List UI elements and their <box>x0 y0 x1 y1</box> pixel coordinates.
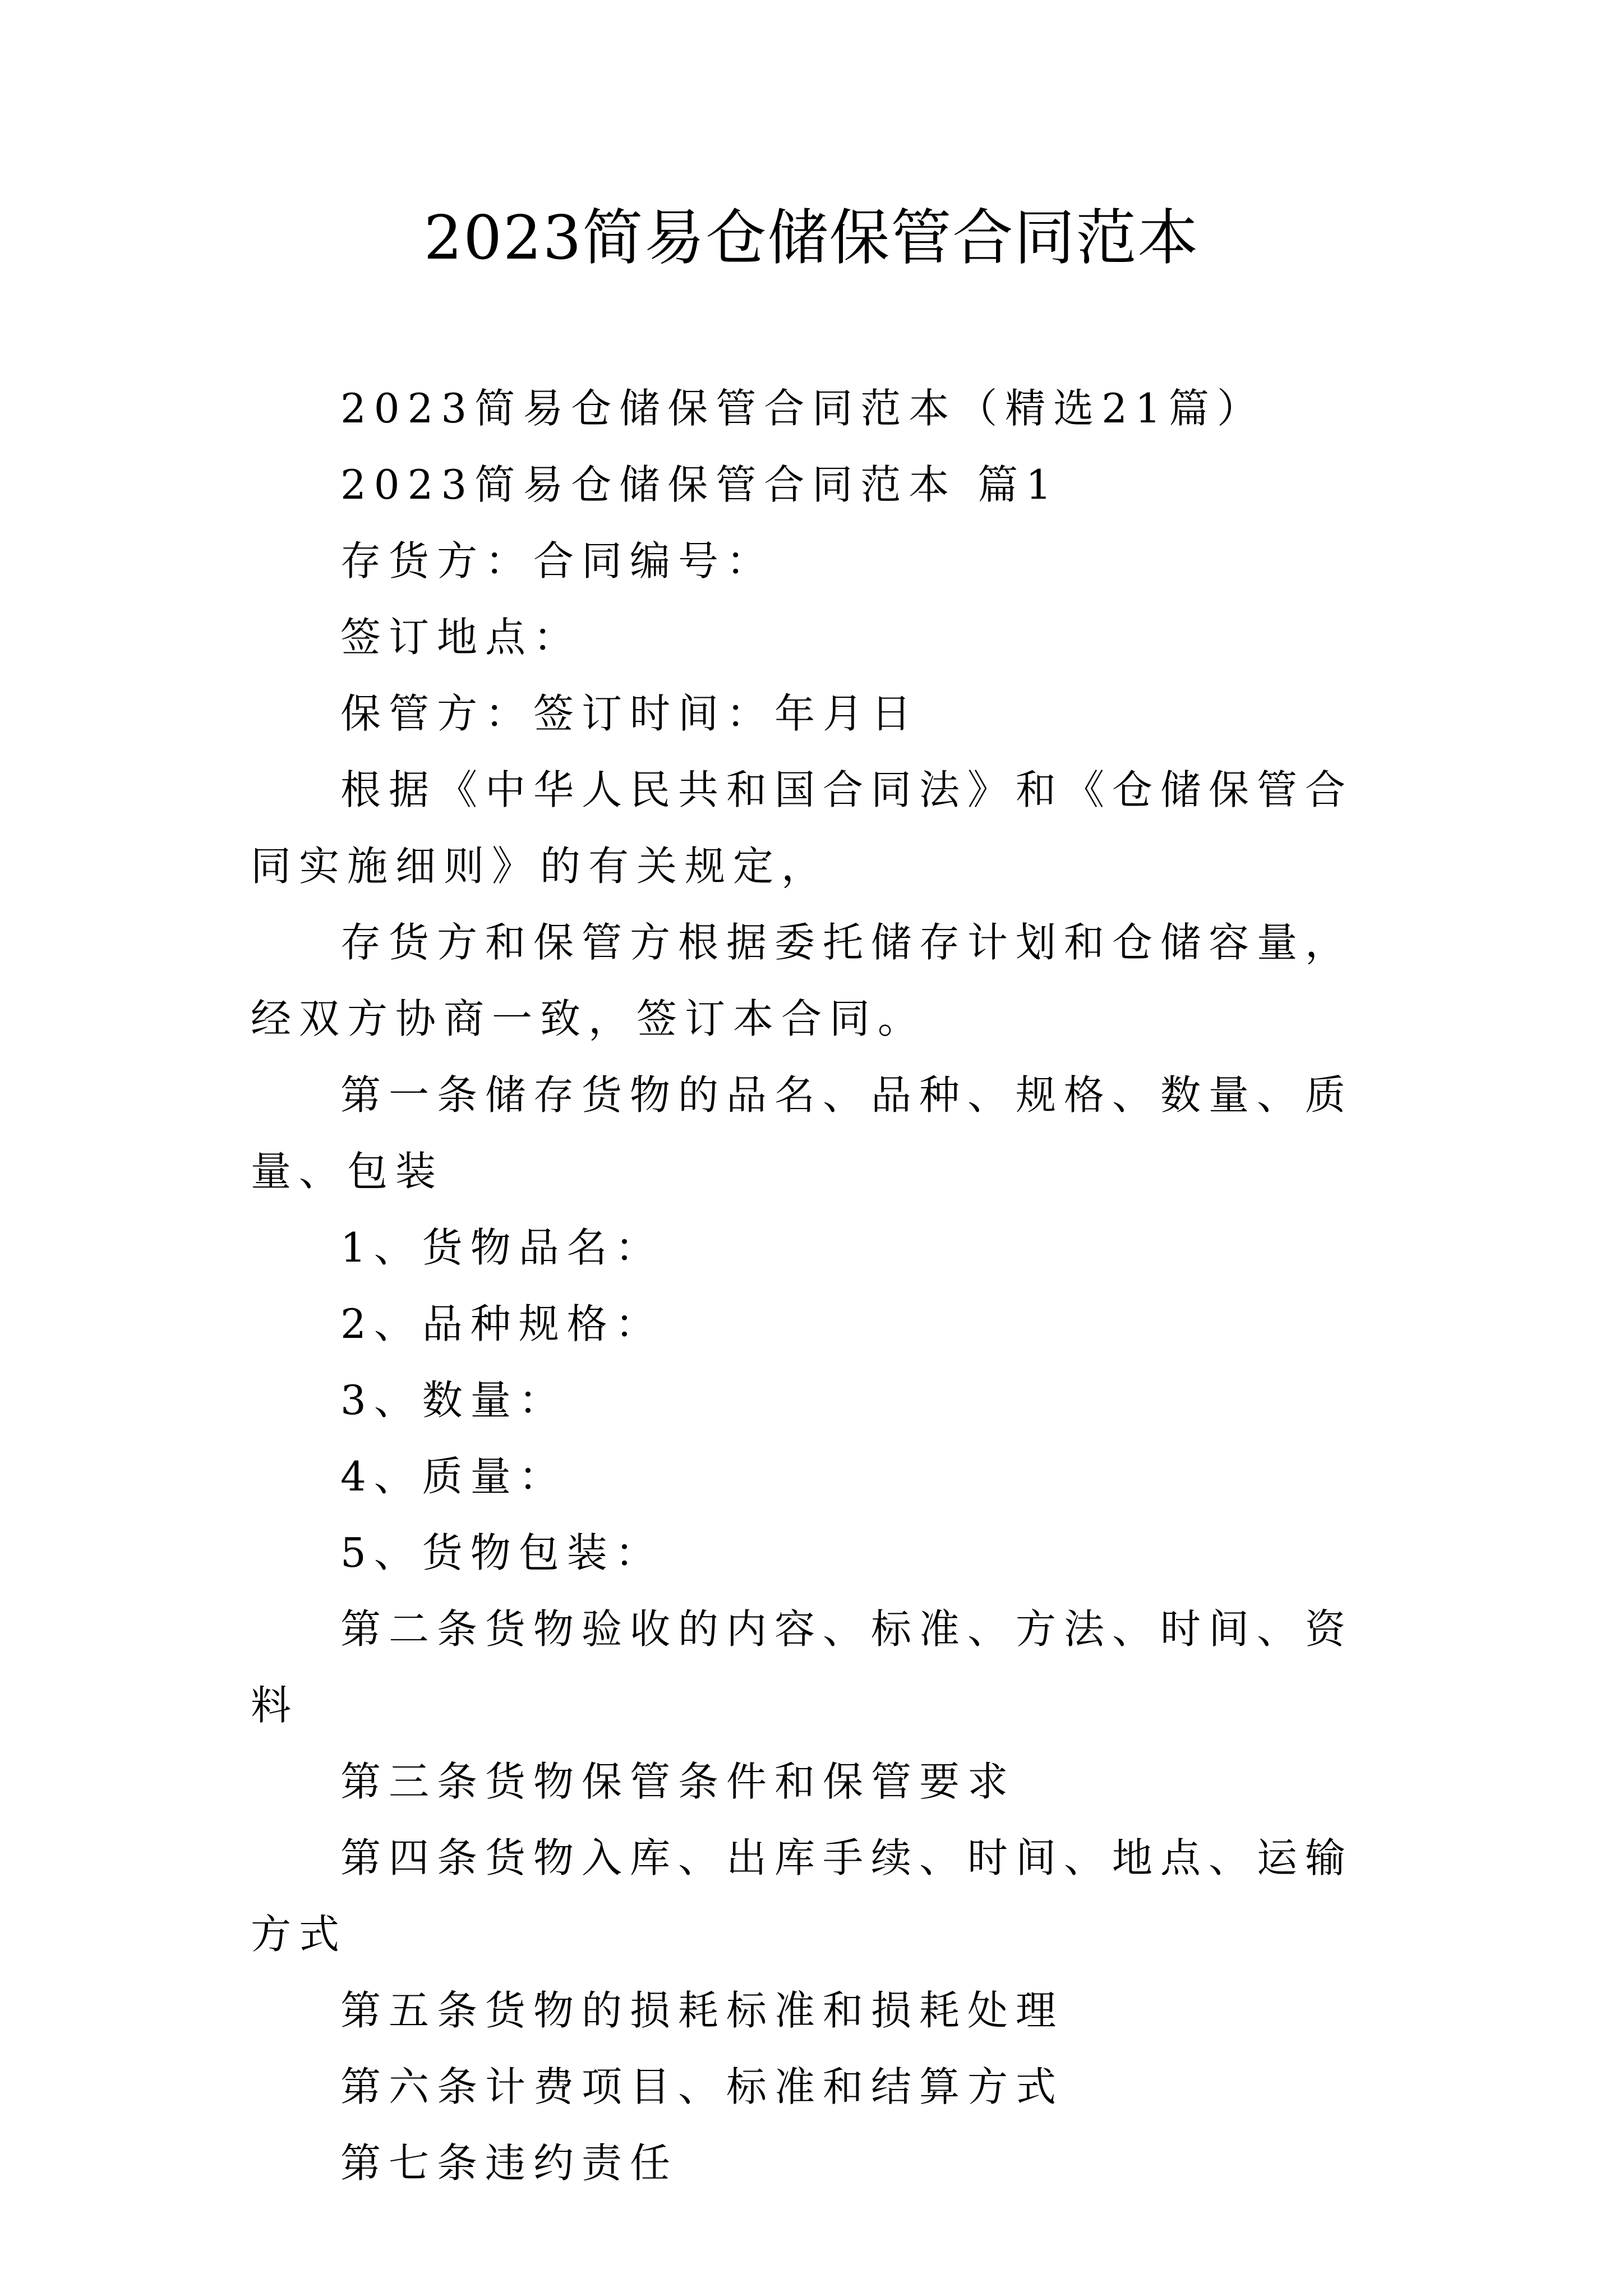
paragraph-item-2: 2、品种规格： <box>340 1300 663 1347</box>
paragraph-agreement: 存货方和保管方根据委托储存计划和仓储容量，经双方协商一致，签订本合同。 <box>251 919 1354 1042</box>
paragraph-article-5: 第五条货物的损耗标准和损耗处理 <box>340 1987 1064 2034</box>
paragraph-signing-place: 签订地点： <box>340 614 582 661</box>
paragraph-item-1: 1、货物品名： <box>340 1224 663 1271</box>
paragraph-depositor: 存货方：合同编号： <box>340 537 775 585</box>
paragraph-article-1: 第一条储存货物的品名、品种、规格、数量、质量、包装 <box>251 1071 1354 1195</box>
paragraph-legal-basis: 根据《中华人民共和国合同法》和《仓储保管合同实施细则》的有关规定， <box>251 766 1354 890</box>
paragraph-custodian: 保管方：签订时间：年月日 <box>340 690 920 737</box>
paragraph-section-heading: 2023简易仓储保管合同范本 篇1 <box>340 461 1059 508</box>
paragraph-article-4: 第四条货物入库、出库手续、时间、地点、运输方式 <box>251 1834 1354 1958</box>
paragraph-article-7: 第七条违约责任 <box>340 2139 679 2187</box>
document-title: 2023简易仓储保管合同范本 <box>423 203 1200 273</box>
paragraph-article-2: 第二条货物验收的内容、标准、方法、时间、资料 <box>251 1605 1354 1729</box>
document-body <box>251 370 1381 2201</box>
paragraph-item-5: 5、货物包装： <box>340 1529 663 1576</box>
paragraph-item-4: 4、质量： <box>340 1453 567 1500</box>
paragraph-article-3: 第三条货物保管条件和保管要求 <box>340 1758 1016 1805</box>
paragraph-subtitle: 2023简易仓储保管合同范本（精选21篇） <box>340 385 1265 432</box>
paragraph-article-6: 第六条计费项目、标准和结算方式 <box>340 2063 1064 2110</box>
paragraph-item-3: 3、数量： <box>340 1377 567 1424</box>
